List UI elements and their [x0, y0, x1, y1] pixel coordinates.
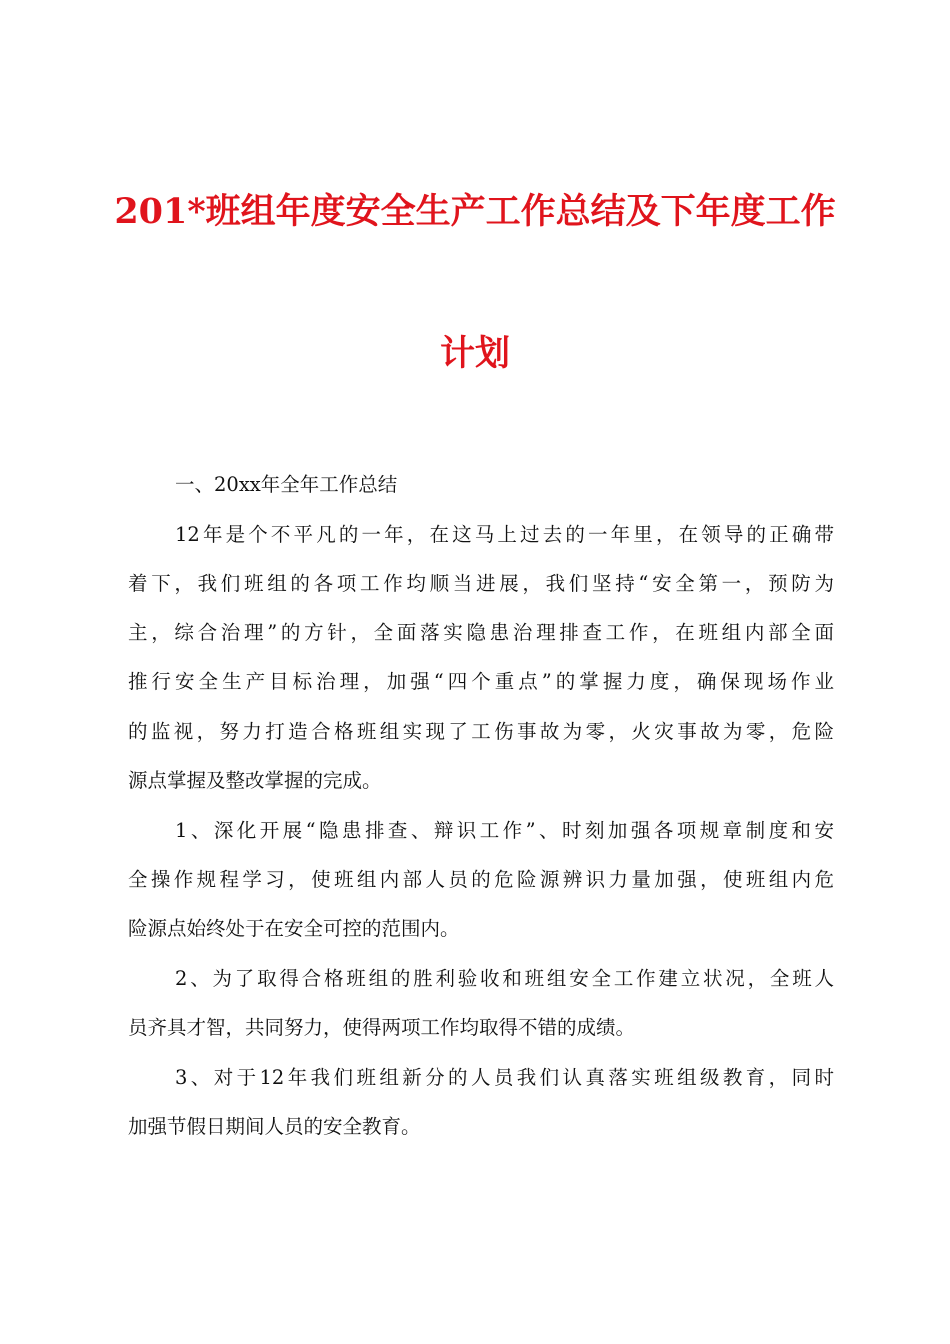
- section-heading: 一、20xx年全年工作总结: [175, 473, 398, 496]
- paragraph-3-line-2: 员齐具才智，共同努力，使得两项工作均取得不错的成绩。: [128, 1016, 636, 1039]
- paragraph-2-line-2: 全操作规程学习，使班组内部人员的危险源辨识力量加强，使班组内危: [128, 868, 834, 891]
- paragraph-2-line-1: 1、深化开展“隐患排查、辩识工作”、时刻加强各项规章制度和安: [175, 819, 834, 842]
- paragraph-1-line-5: 的监视，努力打造合格班组实现了工伤事故为零，火灾事故为零，危险: [128, 720, 834, 743]
- document-title-line-2: 计划: [439, 333, 510, 374]
- paragraph-4-line-1: 3、对于12年我们班组新分的人员我们认真落实班组级教育，同时: [175, 1066, 834, 1089]
- paragraph-1-line-4: 推行安全生产目标治理，加强“四个重点”的掌握力度，确保现场作业: [128, 670, 834, 693]
- paragraph-1-line-6: 源点掌握及整改掌握的完成。: [128, 769, 382, 792]
- paragraph-4-line-2: 加强节假日期间人员的安全教育。: [128, 1115, 421, 1138]
- paragraph-1-line-1: 12年是个不平凡的一年，在这马上过去的一年里，在领导的正确带: [175, 523, 834, 546]
- document-title-line-1: 201*班组年度安全生产工作总结及下年度工作: [114, 191, 836, 232]
- document-body: [128, 467, 834, 1167]
- paragraph-1-line-2: 着下，我们班组的各项工作均顺当进展，我们坚持“安全第一，预防为: [128, 572, 834, 595]
- paragraph-3-line-1: 2、为了取得合格班组的胜利验收和班组安全工作建立状况，全班人: [175, 967, 834, 990]
- paragraph-2-line-3: 险源点始终处于在安全可控的范围内。: [128, 917, 460, 940]
- paragraph-1-line-3: 主，综合治理”的方针，全面落实隐患治理排查工作，在班组内部全面: [128, 621, 834, 644]
